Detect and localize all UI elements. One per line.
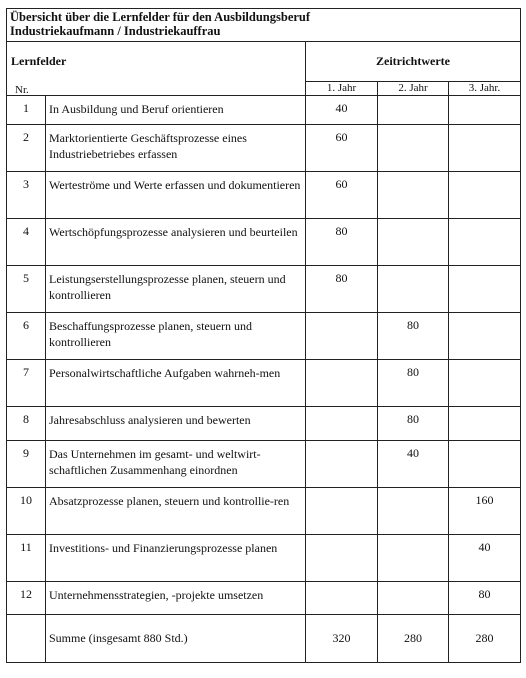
row-year-1-hours [306,407,378,441]
table-row [7,125,521,172]
table-row [7,172,521,219]
row-description: Beschaffungsprozesse planen, steuern und kontrollieren [46,313,306,360]
row-year-1-hours: 60 [306,125,378,172]
row-year-3-hours [449,96,521,125]
header-zeitrichtwerte: Zeitrichtwerte [306,42,521,82]
row-year-1-hours: 60 [306,172,378,219]
row-year-2-hours [378,488,449,535]
table-row [7,219,521,266]
row-description: Absatzprozesse planen, steuern und kontrollie-ren [46,488,306,535]
row-year-3-hours: 40 [449,535,521,582]
row-number: 9 [7,441,46,488]
row-year-1-hours [306,488,378,535]
row-number: 10 [7,488,46,535]
row-year-2-hours: 40 [378,441,449,488]
row-number: 4 [7,219,46,266]
row-year-1-hours [306,441,378,488]
row-number: 1 [7,96,46,125]
row-year-3-hours: 80 [449,582,521,615]
row-number: 2 [7,125,46,172]
row-number: 7 [7,360,46,407]
row-year-3-hours [449,313,521,360]
row-year-2-hours [378,535,449,582]
table-row [7,535,521,582]
sum-year-1: 320 [306,615,378,663]
row-year-2-hours [378,172,449,219]
row-year-2-hours: 80 [378,360,449,407]
row-year-2-hours [378,582,449,615]
row-year-3-hours [449,219,521,266]
table-row [7,407,521,441]
row-year-1-hours [306,313,378,360]
row-year-1-hours: 40 [306,96,378,125]
row-year-3-hours [449,407,521,441]
row-year-3-hours [449,441,521,488]
row-year-2-hours [378,266,449,313]
row-number: 8 [7,407,46,441]
row-year-1-hours [306,360,378,407]
header-year-3: 3. Jahr. [449,82,521,96]
table-row [7,266,521,313]
header-lernfelder-cell [7,42,306,96]
row-year-1-hours [306,535,378,582]
row-description: Das Unternehmen im gesamt- und weltwirt-schaftlichen Zusammenhang einordnen [46,441,306,488]
row-year-3-hours: 160 [449,488,521,535]
row-description: Jahresabschluss analysieren und bewerten [46,407,306,441]
lernfelder-document [6,8,520,670]
row-description: Werteströme und Werte erfassen und dokumentieren [46,172,306,219]
table-row [7,582,521,615]
title-line-2: Industriekaufmann / Industriekauffrau [10,24,221,38]
sum-row [7,615,521,663]
row-year-2-hours [378,125,449,172]
title-line-1: Übersicht über die Lernfelder für den Ausbildungsberuf [10,10,311,24]
row-number: 12 [7,582,46,615]
sum-year-2: 280 [378,615,449,663]
row-number: 6 [7,313,46,360]
row-description: Marktorientierte Geschäftsprozesse eines Industriebetriebes erfassen [46,125,306,172]
row-description: Wertschöpfungsprozesse analysieren und beurteilen [46,219,306,266]
sum-year-3: 280 [449,615,521,663]
lernfelder-table [6,8,521,663]
table-row [7,96,521,125]
table-row [7,313,521,360]
row-year-2-hours [378,96,449,125]
row-year-1-hours: 80 [306,266,378,313]
header-lernfelder: Lernfelder [11,54,67,68]
row-year-3-hours [449,125,521,172]
row-number: 11 [7,535,46,582]
header-nr: Nr. [15,84,29,96]
row-year-2-hours: 80 [378,313,449,360]
row-description: Unternehmensstrategien, -projekte umsetzen [46,582,306,615]
sum-label: Summe (insgesamt 880 Std.) [46,615,306,663]
row-description: Personalwirtschaftliche Aufgaben wahrneh-men [46,360,306,407]
header-year-2: 2. Jahr [378,82,449,96]
row-description: In Ausbildung und Beruf orientieren [46,96,306,125]
table-row [7,488,521,535]
sum-number-cell [7,615,46,663]
row-number: 5 [7,266,46,313]
row-year-2-hours [378,219,449,266]
row-year-3-hours [449,172,521,219]
row-year-3-hours [449,266,521,313]
row-number: 3 [7,172,46,219]
row-year-1-hours: 80 [306,219,378,266]
table-title [7,9,521,42]
row-description: Leistungserstellungsprozesse planen, steuern und kontrollieren [46,266,306,313]
row-year-2-hours: 80 [378,407,449,441]
row-year-1-hours [306,582,378,615]
row-description: Investitions- und Finanzierungsprozesse planen [46,535,306,582]
row-year-3-hours [449,360,521,407]
header-year-1: 1. Jahr [306,82,378,96]
table-row [7,360,521,407]
table-row [7,441,521,488]
